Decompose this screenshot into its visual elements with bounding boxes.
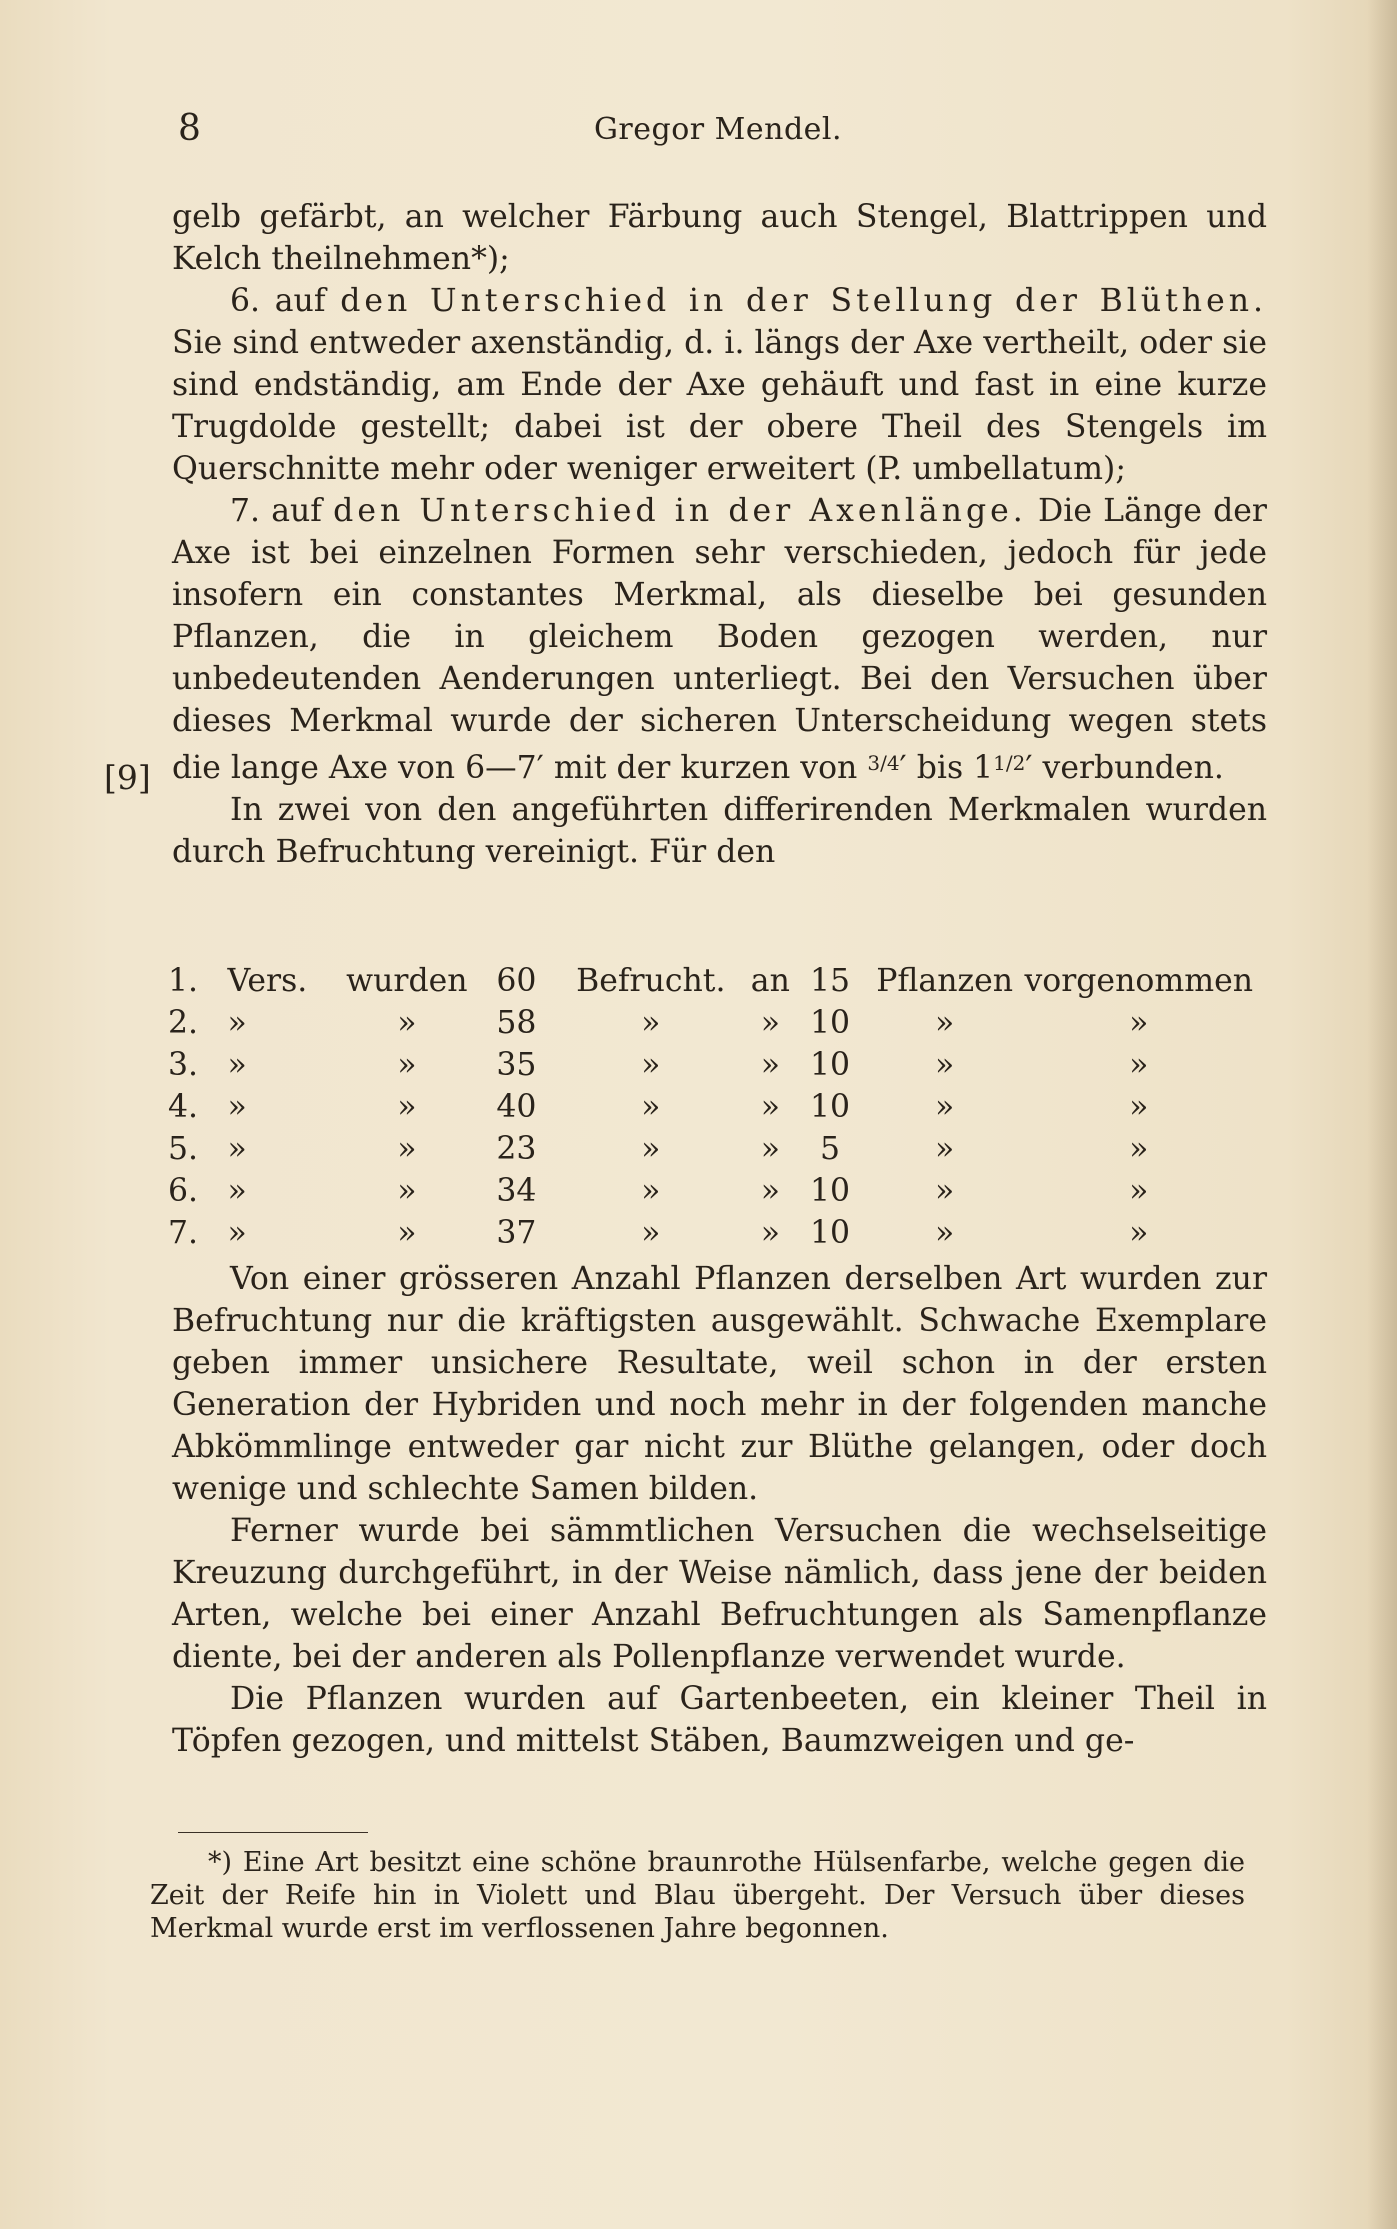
table-cell-pfl: 10	[809, 1215, 851, 1251]
item-number-7: 7. auf	[230, 493, 334, 529]
footnote-rule	[178, 1832, 368, 1833]
table-cell-no: 1.	[168, 963, 199, 999]
table-cell-c6: »	[1129, 1173, 1149, 1209]
table-cell-no: 6.	[168, 1173, 199, 1209]
item-number-6: 6. auf	[230, 283, 341, 319]
table-cell-c6: »	[1129, 1089, 1149, 1125]
page-number: 8	[178, 108, 201, 149]
table-cell-pfl: 10	[809, 1047, 851, 1083]
paragraph-3-text: Die Länge der Axe ist bei einzelnen Formen sehr verschieden, jedoch für jede insofern ein constantes Merkmal, als dieselbe bei gesunden Pflanzen, die in gleichem Boden gezogen werden, nur unbedeutenden Aenderungen unterliegt. Bei den Versuchen über dieses Merkmal wurde der sicheren Unterscheidung wegen stets die lange Axe von 6—7′ mit der kurzen von	[172, 493, 1267, 786]
table-cell-pfl: 10	[809, 1173, 851, 1209]
table-cell-c3: »	[641, 1131, 661, 1167]
table-row	[168, 960, 1253, 1002]
main-text-continued	[172, 1258, 1267, 1762]
table-cell-c4: »	[760, 1173, 780, 1209]
page-edge-shadow	[1367, 0, 1397, 2229]
table-cell-pfl: 10	[809, 1005, 851, 1041]
table-cell-c5: Pflanzen	[876, 963, 1014, 999]
table-cell-pfl: 10	[809, 1089, 851, 1125]
paragraph-2	[172, 280, 1267, 490]
table-cell-c2: »	[397, 1005, 417, 1041]
table-cell-c5: »	[934, 1173, 955, 1209]
running-title: Gregor Mendel.	[593, 112, 843, 147]
table-cell-c6: »	[1129, 1047, 1149, 1083]
paragraph-3-prime: ′ bis 1	[899, 750, 994, 786]
table-cell-c6: »	[1129, 1005, 1149, 1041]
table-row	[168, 1170, 1253, 1212]
table-cell-c5: »	[934, 1047, 955, 1083]
table-cell-c3: »	[641, 1047, 661, 1083]
fraction-three-quarters: 3/4	[867, 751, 900, 775]
table-row	[168, 1212, 1253, 1254]
main-text	[172, 196, 1267, 873]
table-cell-befr: 34	[496, 1173, 537, 1209]
footnote-text: *) Eine Art besitzt eine schöne braunrothe Hülsenfarbe, welche gegen die Zeit der Reife hin in Violett und Blau übergeht. Der Versuch über dieses Merkmal wurde erst im verflossenen Jahre begonnen.	[150, 1847, 1245, 1944]
table-cell-c3: »	[641, 1089, 661, 1125]
table-cell-c3: »	[641, 1005, 661, 1041]
table-cell-no: 7.	[168, 1215, 199, 1251]
table-cell-c4: »	[760, 1089, 780, 1125]
paragraph-3	[172, 490, 1267, 789]
table-cell-c3: Befrucht.	[576, 963, 726, 999]
table-row	[168, 1002, 1253, 1044]
paragraph-6: Ferner wurde bei sämmtlichen Versuchen die wechselseitige Kreuzung durchgeführt, in der Weise nämlich, dass jene der beiden Arten, welche bei einer Anzahl Befruchtungen als Samenpflanze diente, bei der anderen als Pollenpflanze verwendet wurde.	[172, 1513, 1267, 1675]
table-cell-c4: »	[760, 1131, 780, 1167]
table-row	[168, 1044, 1253, 1086]
experiments-table	[168, 960, 1253, 1254]
table-cell-befr: 60	[496, 963, 537, 999]
table-cell-c6: »	[1129, 1131, 1149, 1167]
table-cell-no: 2.	[168, 1005, 199, 1041]
table-cell-c2: wurden	[346, 963, 468, 999]
table-row	[168, 1086, 1253, 1128]
table-cell-c5: »	[934, 1089, 955, 1125]
table-cell-c1: »	[227, 1131, 247, 1167]
table-cell-c6: vorgenommen	[1024, 963, 1253, 999]
table-row	[168, 1128, 1253, 1170]
table-cell-befr: 35	[496, 1047, 537, 1083]
table-cell-c1: »	[227, 1215, 247, 1251]
paragraph-7: Die Pflanzen wurden auf Gartenbeeten, ein kleiner Theil in Töpfen gezogen, und mittelst Stäben, Baumzweigen und ge-	[172, 1681, 1267, 1759]
table-cell-c1: »	[227, 1089, 247, 1125]
table-cell-c2: »	[397, 1089, 417, 1125]
table-cell-c4: »	[760, 1215, 780, 1251]
table-cell-befr: 58	[496, 1005, 537, 1041]
table-cell-c4: »	[760, 1047, 780, 1083]
table-cell-c1: Vers.	[227, 963, 308, 999]
paragraph-3-end: ′ verbunden.	[1025, 750, 1224, 786]
paragraph-5: Von einer grösseren Anzahl Pflanzen derselben Art wurden zur Befruchtung nur die kräftigsten ausgewählt. Schwache Exemplare geben immer unsichere Resultate, weil schon in der ersten Generation der Hybriden und noch mehr in der folgenden manche Abkömmlinge entweder gar nicht zur Blüthe gelangen, oder doch wenige und schlechte Samen bilden.	[172, 1261, 1267, 1507]
table-cell-c1: »	[227, 1005, 247, 1041]
table-cell-c2: »	[397, 1173, 417, 1209]
table-cell-c3: »	[641, 1173, 661, 1209]
table-cell-c3: »	[641, 1215, 661, 1251]
table-cell-no: 5.	[168, 1131, 199, 1167]
table-cell-c5: »	[934, 1005, 955, 1041]
paragraph-1: gelb gefärbt, an welcher Färbung auch Stengel, Blattrippen und Kelch theilnehmen*);	[172, 199, 1267, 277]
table-cell-c1: »	[227, 1047, 247, 1083]
table-cell-befr: 40	[496, 1089, 537, 1125]
fraction-one-half: 1/2	[993, 751, 1026, 775]
table-cell-c5: »	[934, 1131, 955, 1167]
table-cell-c4: an	[750, 963, 790, 999]
paragraph-2-text: Sie sind entweder axenständig, d. i. längs der Axe vertheilt, oder sie sind endständig, am Ende der Axe gehäuft und fast in eine kurze Trugdolde gestellt; dabei ist der obere Theil des Stengels im Querschnitte mehr oder weniger erweitert (P. umbellatum);	[172, 325, 1267, 487]
paragraph-4: In zwei von den angeführten differirenden Merkmalen wurden durch Befruchtung vereinigt. Für den	[172, 792, 1267, 870]
table-cell-c2: »	[397, 1047, 417, 1083]
table-cell-befr: 23	[496, 1131, 537, 1167]
table-cell-c4: »	[760, 1005, 780, 1041]
table-cell-c2: »	[397, 1215, 417, 1251]
spaced-heading-7: den Unterschied in der Axenlänge.	[333, 493, 1027, 529]
table-cell-c1: »	[227, 1173, 247, 1209]
table-cell-befr: 37	[496, 1215, 537, 1251]
table-cell-no: 4.	[168, 1089, 199, 1125]
table-cell-pfl: 15	[809, 963, 851, 999]
table-cell-c5: »	[934, 1215, 955, 1251]
table-cell-pfl: 5	[819, 1131, 841, 1167]
footnote	[150, 1846, 1245, 1945]
page-header	[178, 108, 1258, 158]
experiments-table-body	[168, 960, 1253, 1254]
table-cell-no: 3.	[168, 1047, 199, 1083]
table-cell-c2: »	[397, 1131, 417, 1167]
spaced-heading-6: den Unterschied in der Stellung der Blüthen.	[340, 283, 1268, 319]
margin-page-reference: [9]	[104, 758, 151, 797]
table-cell-c6: »	[1129, 1215, 1149, 1251]
